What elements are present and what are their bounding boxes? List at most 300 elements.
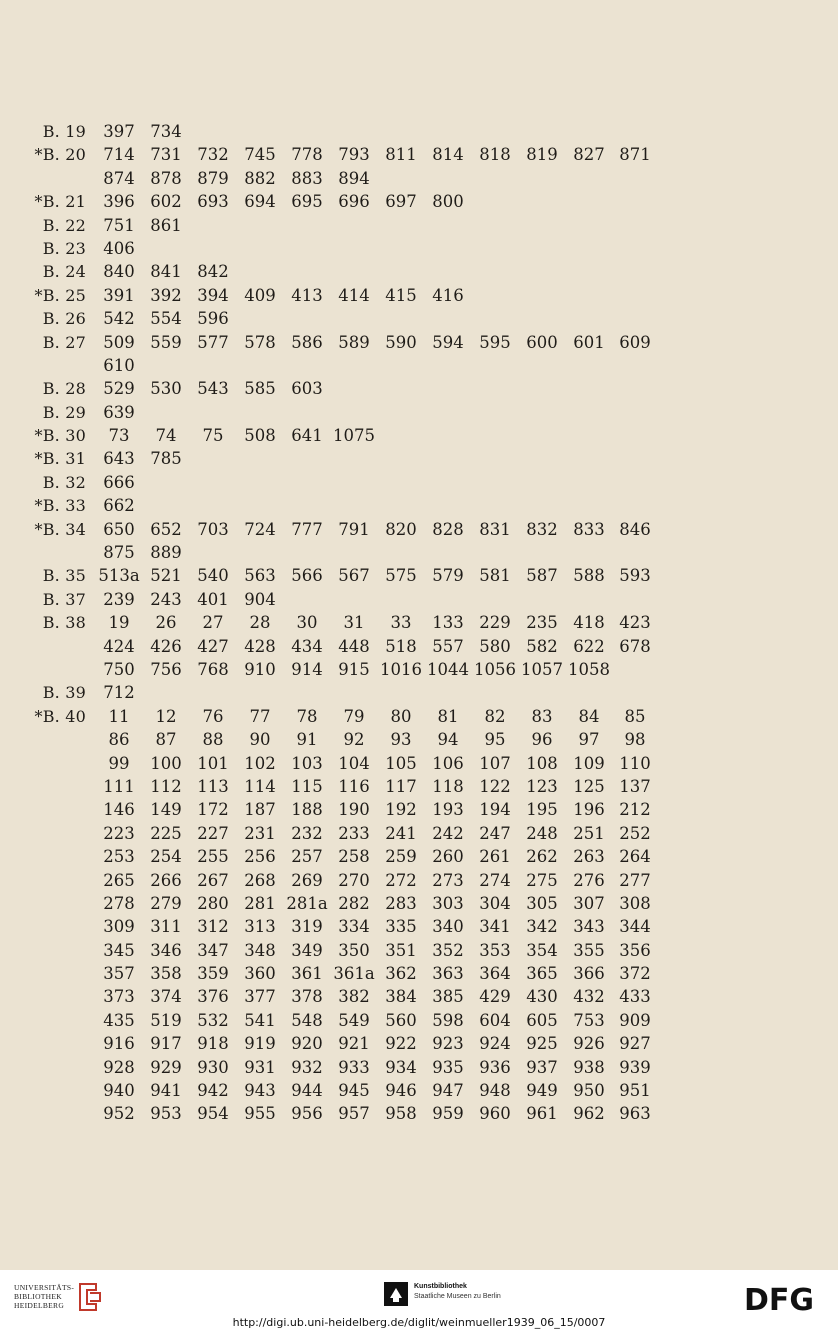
lot-number: 542	[103, 309, 135, 329]
lot-label: *B. 20	[34, 145, 86, 165]
lot-number: 530	[150, 379, 182, 399]
lot-number: 83	[531, 706, 553, 726]
lot-number: 262	[526, 847, 558, 867]
lot-number: 931	[244, 1057, 276, 1077]
lot-number: 257	[291, 847, 323, 867]
lot-number: 811	[385, 145, 417, 165]
lot-number: 582	[526, 636, 558, 656]
lot-number: 585	[244, 379, 276, 399]
lot-number: 904	[244, 589, 276, 609]
lot-number: 77	[249, 706, 271, 726]
lot-number: 581	[479, 566, 511, 586]
lot-number: 957	[338, 1104, 370, 1124]
lot-number: 819	[526, 145, 558, 165]
lot-number: 875	[103, 543, 135, 563]
lot-number: 609	[619, 332, 651, 352]
lot-number: 276	[573, 870, 605, 890]
kunstbibliothek-title[interactable]: Kunstbibliothek	[414, 1283, 467, 1290]
lot-label: B. 35	[42, 566, 86, 586]
lot-number: 946	[385, 1081, 417, 1101]
lot-number: 114	[244, 776, 276, 796]
index-row	[0, 705, 838, 728]
lot-label: *B. 30	[34, 426, 86, 446]
index-row	[0, 681, 838, 704]
lot-number: 87	[155, 730, 177, 750]
lot-number: 930	[197, 1057, 229, 1077]
lot-number: 335	[385, 917, 417, 937]
lot-number: 543	[197, 379, 229, 399]
lot-number: 112	[150, 776, 182, 796]
lot-number: 828	[432, 519, 464, 539]
lot-number: 814	[432, 145, 464, 165]
dfg-logo[interactable]	[744, 1284, 828, 1314]
lot-number: 650	[103, 519, 135, 539]
lot-number: 100	[150, 753, 182, 773]
index-row	[0, 845, 838, 868]
index-row	[0, 962, 838, 985]
lot-number: 261	[479, 847, 511, 867]
lot-number: 578	[244, 332, 276, 352]
lot-number: 693	[197, 192, 229, 212]
index-row	[0, 447, 838, 470]
index-row	[0, 260, 838, 283]
lot-number: 871	[619, 145, 651, 165]
index-row	[0, 471, 838, 494]
lot-label: B. 24	[42, 262, 86, 282]
lot-label: *B. 40	[34, 706, 86, 726]
lot-number: 355	[573, 940, 605, 960]
index-row	[0, 120, 838, 143]
lot-number: 363	[432, 964, 464, 984]
lot-number: 434	[291, 636, 323, 656]
lot-number: 697	[385, 192, 417, 212]
lot-number: 915	[338, 659, 370, 679]
lot-number: 596	[197, 309, 229, 329]
lot-number: 861	[150, 215, 182, 235]
lot-number: 212	[619, 800, 651, 820]
lot-number: 347	[197, 940, 229, 960]
lot-number: 433	[619, 987, 651, 1007]
lot-number: 432	[573, 987, 605, 1007]
lot-number: 78	[296, 706, 318, 726]
lot-number: 961	[526, 1104, 558, 1124]
lot-number: 307	[573, 893, 605, 913]
lot-number: 518	[385, 636, 417, 656]
lot-number: 548	[291, 1010, 323, 1030]
lot-label: B. 39	[42, 683, 86, 703]
lot-number: 695	[291, 192, 323, 212]
lot-number: 366	[573, 964, 605, 984]
lot-number: 243	[150, 589, 182, 609]
lot-number: 952	[103, 1104, 135, 1124]
lot-number: 113	[197, 776, 229, 796]
lot-number: 231	[244, 823, 276, 843]
index-row	[0, 237, 838, 260]
lot-number: 391	[103, 285, 135, 305]
lot-number: 602	[150, 192, 182, 212]
lot-label: *B. 25	[34, 285, 86, 305]
lot-number: 358	[150, 964, 182, 984]
lot-number: 357	[103, 964, 135, 984]
lot-label: B. 37	[42, 589, 86, 609]
lot-number: 376	[197, 987, 229, 1007]
lot-number: 831	[479, 519, 511, 539]
index-row	[0, 985, 838, 1008]
lot-number: 594	[432, 332, 464, 352]
lot-number: 372	[619, 964, 651, 984]
lot-number: 622	[573, 636, 605, 656]
lot-label: B. 19	[42, 122, 86, 141]
index-row	[0, 190, 838, 213]
index-row	[0, 424, 838, 447]
university-library-logo-icon[interactable]	[76, 1280, 102, 1314]
lot-number: 223	[103, 823, 135, 843]
lot-number: 101	[197, 753, 229, 773]
lot-label: B. 32	[42, 472, 86, 492]
lot-number: 934	[385, 1057, 417, 1077]
lot-number: 712	[103, 683, 135, 703]
lot-number: 362	[385, 964, 417, 984]
lot-number: 589	[338, 332, 370, 352]
index-row	[0, 1056, 838, 1079]
lot-number: 309	[103, 917, 135, 937]
lot-label: *B. 21	[34, 192, 86, 212]
lot-number: 91	[296, 730, 318, 750]
lot-number: 259	[385, 847, 417, 867]
lot-number: 88	[202, 730, 224, 750]
lot-number: 639	[103, 402, 135, 422]
lot-number: 662	[103, 496, 135, 516]
lot-number: 350	[338, 940, 370, 960]
lot-number: 714	[103, 145, 135, 165]
lot-number: 540	[197, 566, 229, 586]
lot-number: 732	[197, 145, 229, 165]
lot-number: 940	[103, 1081, 135, 1101]
lot-number: 751	[103, 215, 135, 235]
lot-number: 914	[291, 659, 323, 679]
lot-number: 90	[249, 730, 271, 750]
lot-number: 196	[573, 800, 605, 820]
lot-number: 724	[244, 519, 276, 539]
lot-number: 313	[244, 917, 276, 937]
index-row	[0, 635, 838, 658]
index-row	[0, 1102, 838, 1125]
index-row	[0, 307, 838, 330]
lot-number: 1057	[521, 659, 563, 679]
index-row	[0, 284, 838, 307]
index-row	[0, 915, 838, 938]
lot-number: 312	[197, 917, 229, 937]
index-row	[0, 752, 838, 775]
lot-label: B. 28	[42, 379, 86, 399]
lot-number: 414	[338, 285, 370, 305]
lot-number: 80	[390, 706, 412, 726]
lot-number: 229	[479, 613, 511, 633]
lot-number: 800	[432, 192, 464, 212]
lot-number: 11	[108, 706, 130, 726]
lot-number: 519	[150, 1010, 182, 1030]
lot-number: 508	[244, 426, 276, 446]
kunstbibliothek-subtitle: Staatliche Museen zu Berlin	[414, 1293, 501, 1300]
lot-number: 643	[103, 449, 135, 469]
lot-number: 833	[573, 519, 605, 539]
lot-number: 267	[197, 870, 229, 890]
index-row	[0, 1032, 838, 1055]
lot-number: 910	[244, 659, 276, 679]
lot-number: 172	[197, 800, 229, 820]
lot-number: 86	[108, 730, 130, 750]
lot-number: 241	[385, 823, 417, 843]
lot-number: 963	[619, 1104, 651, 1124]
lot-number: 242	[432, 823, 464, 843]
lot-number: 117	[385, 776, 417, 796]
lot-number: 962	[573, 1104, 605, 1124]
lot-number: 949	[526, 1081, 558, 1101]
dfg-logo-text: DFG	[744, 1284, 815, 1314]
lot-number: 319	[291, 917, 323, 937]
lot-number: 115	[291, 776, 323, 796]
lot-number: 575	[385, 566, 417, 586]
lot-number: 361	[291, 964, 323, 984]
lot-number: 427	[197, 636, 229, 656]
lot-label: *B. 34	[34, 519, 86, 539]
lot-number: 734	[150, 122, 182, 141]
lot-label: *B. 31	[34, 449, 86, 469]
lot-number: 920	[291, 1034, 323, 1054]
lot-number: 269	[291, 870, 323, 890]
lot-number: 598	[432, 1010, 464, 1030]
lot-number: 97	[578, 730, 600, 750]
lot-number: 235	[526, 613, 558, 633]
lot-number: 917	[150, 1034, 182, 1054]
lot-number: 947	[432, 1081, 464, 1101]
lot-number: 791	[338, 519, 370, 539]
lot-number: 342	[526, 917, 558, 937]
lot-number: 274	[479, 870, 511, 890]
lot-number: 554	[150, 309, 182, 329]
index-row	[0, 728, 838, 751]
lot-number: 75	[202, 426, 224, 446]
lot-number: 252	[619, 823, 651, 843]
lot-number: 593	[619, 566, 651, 586]
lot-number: 929	[150, 1057, 182, 1077]
lot-number: 74	[155, 426, 177, 446]
lot-number: 768	[197, 659, 229, 679]
lot-number: 937	[526, 1057, 558, 1077]
lot-number: 30	[296, 613, 318, 633]
lot-number: 959	[432, 1104, 464, 1124]
lot-number: 600	[526, 332, 558, 352]
lot-number: 341	[479, 917, 511, 937]
lot-number: 109	[573, 753, 605, 773]
lot-number: 344	[619, 917, 651, 937]
lot-number: 820	[385, 519, 417, 539]
lot-number: 343	[573, 917, 605, 937]
lot-number: 935	[432, 1057, 464, 1077]
lot-number: 99	[108, 753, 130, 773]
lot-number: 19	[108, 613, 130, 633]
lot-number: 384	[385, 987, 417, 1007]
lot-number: 227	[197, 823, 229, 843]
lot-number: 254	[150, 847, 182, 867]
kunstbibliothek-logo-icon[interactable]	[384, 1282, 408, 1306]
lot-number: 93	[390, 730, 412, 750]
lot-number: 365	[526, 964, 558, 984]
lot-number: 373	[103, 987, 135, 1007]
index-row	[0, 822, 838, 845]
lot-number: 247	[479, 823, 511, 843]
lot-number: 909	[619, 1010, 651, 1030]
lot-number: 921	[338, 1034, 370, 1054]
lot-number: 954	[197, 1104, 229, 1124]
lot-number: 778	[291, 145, 323, 165]
lot-number: 192	[385, 800, 417, 820]
lot-number: 82	[484, 706, 506, 726]
lot-number: 193	[432, 800, 464, 820]
lot-number: 137	[619, 776, 651, 796]
lot-number: 694	[244, 192, 276, 212]
lot-number: 785	[150, 449, 182, 469]
lot-number: 894	[338, 168, 370, 188]
lot-number: 102	[244, 753, 276, 773]
lot-number: 587	[526, 566, 558, 586]
lot-number: 753	[573, 1010, 605, 1030]
lot-number: 924	[479, 1034, 511, 1054]
lot-number: 108	[526, 753, 558, 773]
lot-label: B. 23	[42, 238, 86, 258]
lot-number: 586	[291, 332, 323, 352]
lot-number: 703	[197, 519, 229, 539]
index-list	[0, 120, 838, 1126]
lot-number: 278	[103, 893, 135, 913]
lot-number: 311	[150, 917, 182, 937]
lot-number: 416	[432, 285, 464, 305]
index-row	[0, 939, 838, 962]
lot-number: 308	[619, 893, 651, 913]
lot-number: 232	[291, 823, 323, 843]
lot-number: 353	[479, 940, 511, 960]
lot-number: 939	[619, 1057, 651, 1077]
lot-number: 397	[103, 122, 135, 141]
lot-number: 283	[385, 893, 417, 913]
lot-number: 349	[291, 940, 323, 960]
lot-number: 951	[619, 1081, 651, 1101]
lot-number: 377	[244, 987, 276, 1007]
lot-number: 239	[103, 589, 135, 609]
lot-number: 883	[291, 168, 323, 188]
lot-number: 281	[244, 893, 276, 913]
lot-number: 346	[150, 940, 182, 960]
lot-number: 304	[479, 893, 511, 913]
source-url[interactable]: http://digi.ub.uni-heidelberg.de/diglit/weinmueller1939_06_15/0007	[232, 1316, 606, 1329]
index-row	[0, 401, 838, 424]
lot-number: 281a	[286, 893, 328, 913]
lot-number: 195	[526, 800, 558, 820]
lot-number: 401	[197, 589, 229, 609]
lot-number: 225	[150, 823, 182, 843]
lot-number: 359	[197, 964, 229, 984]
lot-number: 933	[338, 1057, 370, 1077]
lot-label: B. 38	[42, 613, 86, 633]
lot-number: 103	[291, 753, 323, 773]
lot-number: 282	[338, 893, 370, 913]
lot-number: 273	[432, 870, 464, 890]
index-row	[0, 331, 838, 354]
lot-number: 263	[573, 847, 605, 867]
lot-number: 1075	[333, 426, 375, 446]
lot-label: B. 22	[42, 215, 86, 235]
lot-number: 354	[526, 940, 558, 960]
university-library-logo-text[interactable]	[14, 1283, 74, 1310]
lot-label: B. 26	[42, 309, 86, 329]
lot-number: 874	[103, 168, 135, 188]
lot-number: 932	[291, 1057, 323, 1077]
lot-number: 340	[432, 917, 464, 937]
lot-number: 94	[437, 730, 459, 750]
lot-number: 579	[432, 566, 464, 586]
index-row	[0, 588, 838, 611]
lot-number: 424	[103, 636, 135, 656]
lot-number: 275	[526, 870, 558, 890]
lot-number: 305	[526, 893, 558, 913]
lot-number: 190	[338, 800, 370, 820]
lot-number: 382	[338, 987, 370, 1007]
lot-label: *B. 33	[34, 496, 86, 516]
lot-number: 956	[291, 1104, 323, 1124]
lot-number: 955	[244, 1104, 276, 1124]
lot-number: 256	[244, 847, 276, 867]
university-line-3: HEIDELBERG	[14, 1301, 65, 1310]
lot-number: 882	[244, 168, 276, 188]
lot-number: 958	[385, 1104, 417, 1124]
lot-number: 603	[291, 379, 323, 399]
lot-number: 1058	[568, 659, 610, 679]
lot-number: 928	[103, 1057, 135, 1077]
lot-number: 27	[202, 613, 224, 633]
lot-number: 33	[390, 613, 412, 633]
lot-number: 415	[385, 285, 417, 305]
lot-number: 509	[103, 332, 135, 352]
lot-number: 563	[244, 566, 276, 586]
lot-number: 188	[291, 800, 323, 820]
lot-number: 948	[479, 1081, 511, 1101]
university-line-2: BIBLIOTHEK	[14, 1292, 62, 1301]
lot-number: 426	[150, 636, 182, 656]
lot-number: 923	[432, 1034, 464, 1054]
lot-number: 927	[619, 1034, 651, 1054]
lot-number: 104	[338, 753, 370, 773]
lot-number: 110	[619, 753, 651, 773]
lot-number: 378	[291, 987, 323, 1007]
lot-number: 936	[479, 1057, 511, 1077]
lot-number: 280	[197, 893, 229, 913]
lot-number: 409	[244, 285, 276, 305]
lot-number: 588	[573, 566, 605, 586]
lot-number: 73	[108, 426, 130, 446]
lot-number: 352	[432, 940, 464, 960]
lot-number: 272	[385, 870, 417, 890]
lot-number: 187	[244, 800, 276, 820]
lot-number: 98	[624, 730, 646, 750]
index-row	[0, 143, 838, 166]
lot-number: 348	[244, 940, 276, 960]
index-row	[0, 775, 838, 798]
lot-number: 122	[479, 776, 511, 796]
lot-number: 560	[385, 1010, 417, 1030]
lot-number: 832	[526, 519, 558, 539]
lot-number: 750	[103, 659, 135, 679]
lot-number: 521	[150, 566, 182, 586]
